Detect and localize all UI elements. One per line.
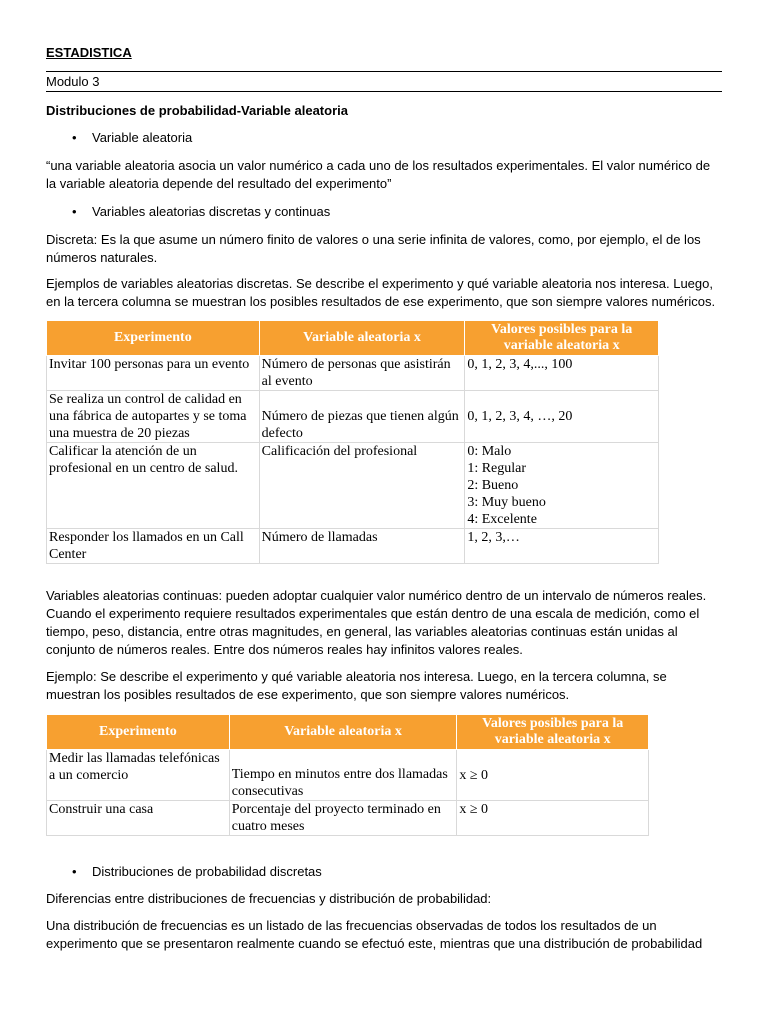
table-cell: Número de piezas que tienen algún defecto xyxy=(259,391,465,443)
document-title: ESTADISTICA xyxy=(46,45,132,60)
ejemplo-continuas-paragraph: Ejemplo: Se describe el experimento y qué variable aleatoria nos interesa. Luego, en la tercera columna, se muestran los posibles resultados de ese experimento, que son siempre valores numéricos. xyxy=(46,669,667,702)
table-row xyxy=(47,750,649,801)
column-header: Variable aleatoria x xyxy=(259,321,465,356)
table-cell: Responder los llamados en un Call Center xyxy=(47,529,260,564)
table-cell: Medir las llamadas telefónicas a un comercio xyxy=(47,750,230,801)
table-row xyxy=(47,801,649,836)
bullet-variable-aleatoria xyxy=(72,129,192,147)
table-cell: Número de personas que asistirán al evento xyxy=(259,356,465,391)
ejemplos-discretas-paragraph: Ejemplos de variables aleatorias discretas. Se describe el experimento y qué variable aleatoria nos interesa. Luego, en la tercera columna se muestran los posibles resultados de ese experimento, que son siempre valores numéricos. xyxy=(46,276,716,309)
diferencias-paragraph: Diferencias entre distribuciones de frecuencias y distribución de probabilidad: xyxy=(46,891,492,906)
continuas-paragraph: Variables aleatorias continuas: pueden adoptar cualquier valor numérico dentro de un intervalo de números reales. Cuando el experimento requiere resultados experimentales que están dentro de una escala de medición, como el tiempo, peso, distancia, entre otras magnitudes, en general, las variables aleatorias continuas están unidas al conjunto de números reales. Entre dos números reales hay infinitos valores reales. xyxy=(46,588,707,657)
bullet-distribuciones-discretas xyxy=(72,863,322,881)
bullet-text: Distribuciones de probabilidad discretas xyxy=(92,864,322,879)
header-rule-top xyxy=(46,71,722,72)
bullet-icon: • xyxy=(72,864,77,879)
table-cell: 1, 2, 3,… xyxy=(465,529,659,564)
column-header: Experimento xyxy=(47,715,230,750)
quote-paragraph: “una variable aleatoria asocia un valor numérico a cada uno de los resultados experimentales. El valor numérico de la variable aleatoria depende del resultado del experimento” xyxy=(46,158,711,191)
table-cell: Calificar la atención de un profesional en un centro de salud. xyxy=(47,443,260,529)
table-cell: x ≥ 0 xyxy=(457,801,649,836)
discrete-examples-table xyxy=(46,320,659,564)
table-cell: Construir una casa xyxy=(47,801,230,836)
table-cell: Invitar 100 personas para un evento xyxy=(47,356,260,391)
continuous-examples-table xyxy=(46,714,649,836)
table-cell: x ≥ 0 xyxy=(457,750,649,801)
table-row xyxy=(47,529,659,564)
section-title: Distribuciones de probabilidad-Variable aleatoria xyxy=(46,103,348,118)
table-cell: Calificación del profesional xyxy=(259,443,465,529)
table-cell: 0, 1, 2, 3, 4, …, 20 xyxy=(465,391,659,443)
bullet-icon: • xyxy=(72,130,77,145)
table-cell: Tiempo en minutos entre dos llamadas consecutivas xyxy=(229,750,457,801)
discreta-paragraph: Discreta: Es la que asume un número finito de valores o una serie infinita de valores, como, por ejemplo, el de los números naturales. xyxy=(46,232,701,265)
header-rule-bottom xyxy=(46,91,722,92)
bullet-icon: • xyxy=(72,204,77,219)
column-header: Valores posibles para la variable aleatoria x xyxy=(457,715,649,750)
table-cell: 0: Malo 1: Regular 2: Bueno 3: Muy bueno 4: Excelente xyxy=(465,443,659,529)
table-cell: 0, 1, 2, 3, 4,..., 100 xyxy=(465,356,659,391)
table-row xyxy=(47,391,659,443)
table-header-row xyxy=(47,715,649,750)
bullet-text: Variable aleatoria xyxy=(92,130,193,145)
column-header: Variable aleatoria x xyxy=(229,715,457,750)
bullet-discretas-continuas xyxy=(72,203,330,221)
column-header: Valores posibles para la variable aleatoria x xyxy=(465,321,659,356)
table-header-row xyxy=(47,321,659,356)
table-cell: Porcentaje del proyecto terminado en cuatro meses xyxy=(229,801,457,836)
table-cell: Número de llamadas xyxy=(259,529,465,564)
bullet-text: Variables aleatorias discretas y continuas xyxy=(92,204,331,219)
column-header: Experimento xyxy=(47,321,260,356)
table-row xyxy=(47,356,659,391)
frecuencias-paragraph: Una distribución de frecuencias es un listado de las frecuencias observadas de todos los resultados de un experimento que se presentaron realmente cuando se efectuó este, mientras que una distribución de probabilidad xyxy=(46,918,703,951)
module-label: Modulo 3 xyxy=(46,74,100,89)
table-row xyxy=(47,443,659,529)
table-cell: Se realiza un control de calidad en una fábrica de autopartes y se toma una muestra de 20 piezas xyxy=(47,391,260,443)
